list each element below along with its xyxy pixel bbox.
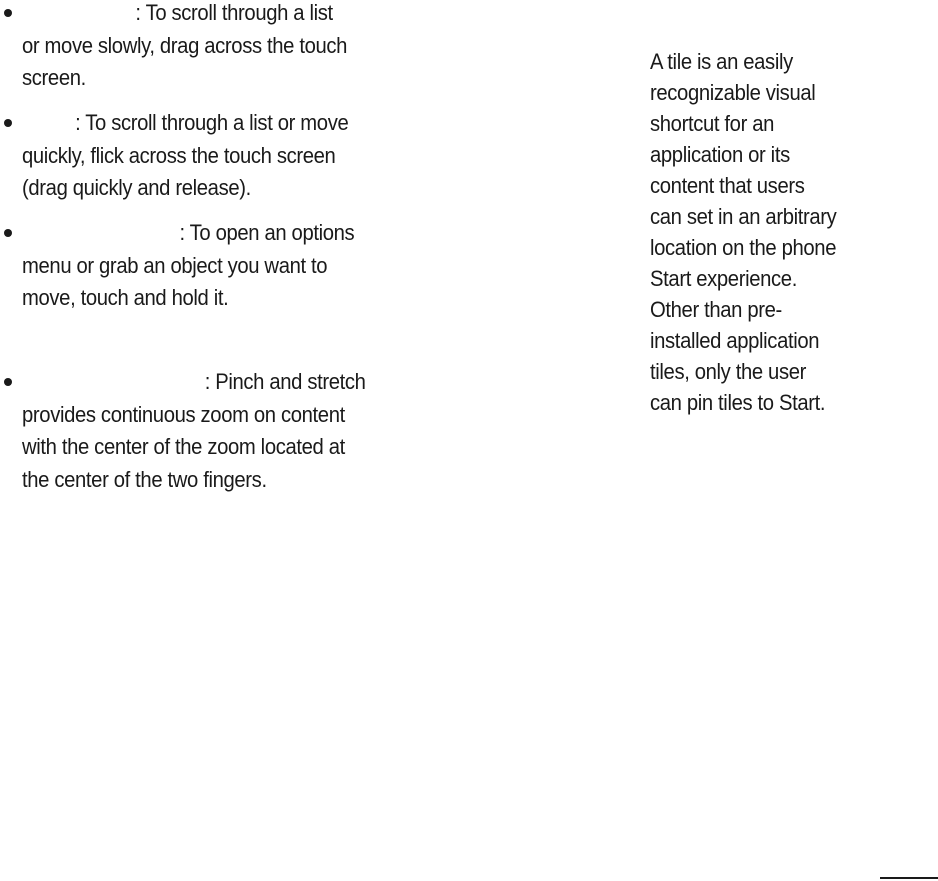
tile-description-line: application or its [650, 142, 790, 167]
gesture-line: with the center of the zoom located at [22, 434, 345, 459]
tile-description-line: tiles, only the user [650, 359, 807, 384]
gesture-line: : Pinch and stretch [204, 369, 366, 394]
gesture-line: move, touch and hold it. [22, 285, 229, 310]
tile-description-line: can set in an arbitrary [650, 204, 837, 229]
gesture-line: (drag quickly and release). [22, 175, 251, 200]
gesture-item-text [22, 217, 382, 315]
gesture-line: screen. [22, 65, 86, 90]
gesture-line: : To scroll through a list or move [75, 110, 349, 135]
gesture-line: : To open an options [179, 220, 355, 245]
bullet-dot [4, 119, 12, 127]
tile-description-line: Other than pre- [650, 297, 782, 322]
tile-description-line: location on the phone [650, 235, 837, 260]
gesture-line: quickly, flick across the touch screen [22, 142, 336, 168]
tile-description-line: can pin tiles to Start. [650, 390, 826, 415]
tile-description-line: content that users [650, 173, 805, 198]
tile-description-line: A tile is an easily [650, 49, 793, 74]
gesture-item-text [22, 107, 382, 205]
gesture-line: : To scroll through a list [135, 0, 333, 25]
page-footer-rule [880, 877, 938, 879]
tile-description-line: recognizable visual [650, 80, 816, 105]
gesture-line: menu or grab an object you want to [22, 252, 328, 278]
gesture-item-text [22, 0, 382, 95]
gesture-line: or move slowly, drag across the touch [22, 32, 348, 58]
tile-description [650, 46, 902, 418]
tile-description-line: Start experience. [650, 266, 797, 291]
bullet-dot [4, 9, 12, 17]
tile-description-line: installed application [650, 328, 820, 353]
bullet-dot [4, 378, 12, 386]
gesture-line: the center of the two fingers. [22, 466, 267, 492]
tile-description-line: shortcut for an [650, 111, 775, 136]
bullet-dot [4, 229, 12, 237]
gesture-line: provides continuous zoom on content [22, 401, 345, 427]
gesture-item-text [22, 366, 382, 496]
